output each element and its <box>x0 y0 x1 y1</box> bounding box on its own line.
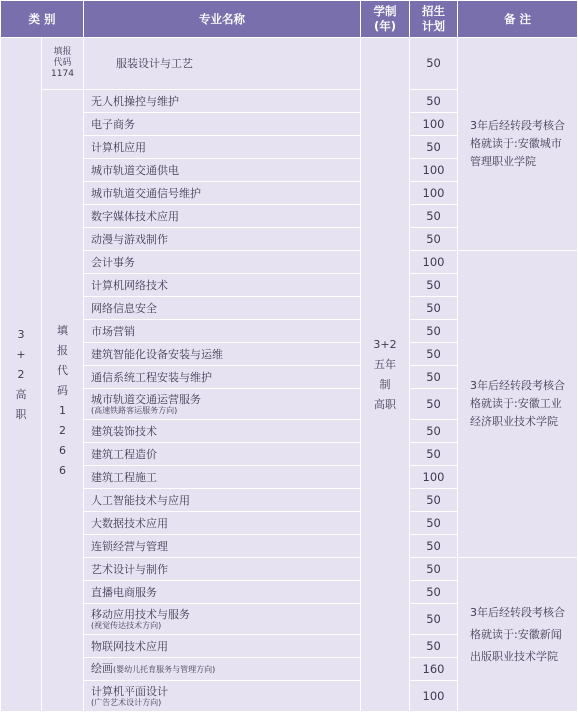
major-name-text: 计算机应用 <box>91 140 147 154</box>
note-cell: 3年后经转段考核合格就读于:安徽新闻出版职业技术学院 <box>458 558 578 712</box>
major-name-text: 无人机操控与维护 <box>91 94 180 108</box>
major-direction: (广告艺术设计方向) <box>91 698 162 707</box>
major-name-text: 建筑工程造价 <box>91 447 158 461</box>
code-cell-1266 <box>42 90 84 712</box>
code-char: 报 <box>57 343 68 357</box>
header-note: 备 注 <box>458 1 578 38</box>
plan-value: 50 <box>410 90 458 113</box>
major-name <box>84 320 361 343</box>
major-name <box>84 38 361 90</box>
plan-value: 50 <box>410 366 458 389</box>
plan-value: 50 <box>410 274 458 297</box>
plan-value: 50 <box>410 389 458 420</box>
major-name-text: 通信系统工程安装与维护 <box>91 370 213 384</box>
plan-value: 50 <box>410 38 458 90</box>
major-name-text: 服装设计与工艺 <box>116 57 194 70</box>
major-name-text: 直播电商服务 <box>91 585 158 599</box>
plan-value: 160 <box>410 658 458 681</box>
major-name <box>84 535 361 558</box>
code-cell-1174 <box>42 38 84 90</box>
major-name <box>84 443 361 466</box>
years-cell <box>361 38 410 712</box>
plan-value: 50 <box>410 581 458 604</box>
code-char: 1 <box>59 403 66 417</box>
major-name <box>84 466 361 489</box>
header-plan-line2: 计划 <box>422 19 446 33</box>
major-name <box>84 182 361 205</box>
major-direction: (视觉传达技术方向) <box>91 621 162 630</box>
plan-value: 50 <box>410 343 458 366</box>
major-name-text: 城市轨道交通信号维护 <box>91 186 202 200</box>
code-char: 6 <box>59 443 66 457</box>
major-name <box>84 658 361 681</box>
category-char: 职 <box>15 407 27 421</box>
code-top-char: 填报 <box>53 47 72 57</box>
header-plan-line1: 招生 <box>422 4 446 18</box>
category-char: 高 <box>15 387 27 401</box>
plan-value: 50 <box>410 535 458 558</box>
code-char: 2 <box>59 423 66 437</box>
table-row <box>1 38 578 90</box>
major-name-text: 动漫与游戏制作 <box>91 232 169 246</box>
plan-value: 50 <box>410 228 458 251</box>
header-category: 类 别 <box>1 1 84 38</box>
plan-value: 50 <box>410 205 458 228</box>
major-direction: (婴幼儿托育服务与管理方向) <box>113 665 216 674</box>
plan-value: 50 <box>410 420 458 443</box>
code-char: 6 <box>59 463 66 477</box>
major-name <box>84 90 361 113</box>
table-header-row <box>1 1 578 38</box>
major-name-text: 数字媒体技术应用 <box>91 209 180 223</box>
major-name-text: 城市轨道交通运营服务 <box>91 393 202 406</box>
major-name <box>84 297 361 320</box>
header-major: 专业名称 <box>84 1 361 38</box>
header-years <box>361 1 410 38</box>
major-name-text: 绘画 <box>91 662 114 675</box>
plan-value: 100 <box>410 159 458 182</box>
major-name-text: 电子商务 <box>91 117 136 131</box>
code-char: 代 <box>57 363 68 377</box>
note-cell: 3年后经转段考核合格就读于:安徽工业经济职业技术学院 <box>458 251 578 558</box>
code-top-char: 代码 <box>53 58 72 68</box>
major-name <box>84 512 361 535</box>
category-char: 2 <box>17 367 25 381</box>
plan-value: 50 <box>410 604 458 635</box>
major-name <box>84 228 361 251</box>
plan-value: 100 <box>410 681 458 712</box>
major-name-text: 艺术设计与制作 <box>91 562 169 576</box>
category-cell <box>1 38 42 712</box>
note-cell: 3年后经转段考核合格就读于:安徽城市管理职业学院 <box>458 38 578 251</box>
plan-value: 100 <box>410 251 458 274</box>
table-row <box>1 251 578 274</box>
major-name-text: 网络信息安全 <box>91 301 158 315</box>
years-char: 制 <box>379 377 391 391</box>
plan-value: 50 <box>410 297 458 320</box>
major-name <box>84 251 361 274</box>
major-name <box>84 113 361 136</box>
plan-value: 50 <box>410 443 458 466</box>
header-plan <box>410 1 458 38</box>
code-char: 码 <box>57 383 68 397</box>
major-name-text: 物联网技术应用 <box>91 639 169 653</box>
major-name <box>84 136 361 159</box>
category-char: 3 <box>17 327 25 341</box>
header-years-line1: 学制 <box>373 4 397 18</box>
major-name-text: 建筑智能化设备安装与运维 <box>91 347 224 361</box>
plan-value: 100 <box>410 113 458 136</box>
major-name <box>84 205 361 228</box>
major-name-text: 计算机平面设计 <box>91 685 169 698</box>
header-years-line2: (年) <box>374 19 397 33</box>
major-name <box>84 274 361 297</box>
major-name <box>84 366 361 389</box>
major-name <box>84 635 361 658</box>
major-name <box>84 581 361 604</box>
major-name <box>84 159 361 182</box>
plan-value: 50 <box>410 558 458 581</box>
major-name-text: 连锁经营与管理 <box>91 539 169 553</box>
major-name-text: 大数据技术应用 <box>91 516 169 530</box>
major-direction: (高速铁路客运服务方向) <box>91 406 178 415</box>
major-name <box>84 489 361 512</box>
code-top-char: 1174 <box>51 69 74 79</box>
years-char: 3+2 <box>373 337 397 351</box>
plan-value: 100 <box>410 466 458 489</box>
plan-value: 100 <box>410 182 458 205</box>
major-name-text: 城市轨道交通供电 <box>91 163 180 177</box>
plan-value: 50 <box>410 320 458 343</box>
major-name-text: 移动应用技术与服务 <box>91 608 191 621</box>
major-name <box>84 389 361 420</box>
major-name-text: 建筑工程施工 <box>91 470 158 484</box>
major-name <box>84 343 361 366</box>
major-name <box>84 558 361 581</box>
major-name-text: 会计事务 <box>91 255 136 269</box>
major-name-text: 计算机网络技术 <box>91 278 169 292</box>
code-char: 填 <box>57 323 68 337</box>
major-name <box>84 681 361 712</box>
major-name-text: 人工智能技术与应用 <box>91 493 191 507</box>
category-char: + <box>16 347 26 361</box>
major-name <box>84 604 361 635</box>
major-name <box>84 420 361 443</box>
years-char: 五年 <box>374 357 397 371</box>
major-name-text: 市场营销 <box>91 324 136 338</box>
plan-value: 50 <box>410 136 458 159</box>
plan-value: 50 <box>410 512 458 535</box>
table-row <box>1 558 578 581</box>
plan-value: 50 <box>410 489 458 512</box>
major-name-text: 建筑装饰技术 <box>91 424 158 438</box>
plan-value: 50 <box>410 635 458 658</box>
years-char: 高职 <box>374 397 397 411</box>
